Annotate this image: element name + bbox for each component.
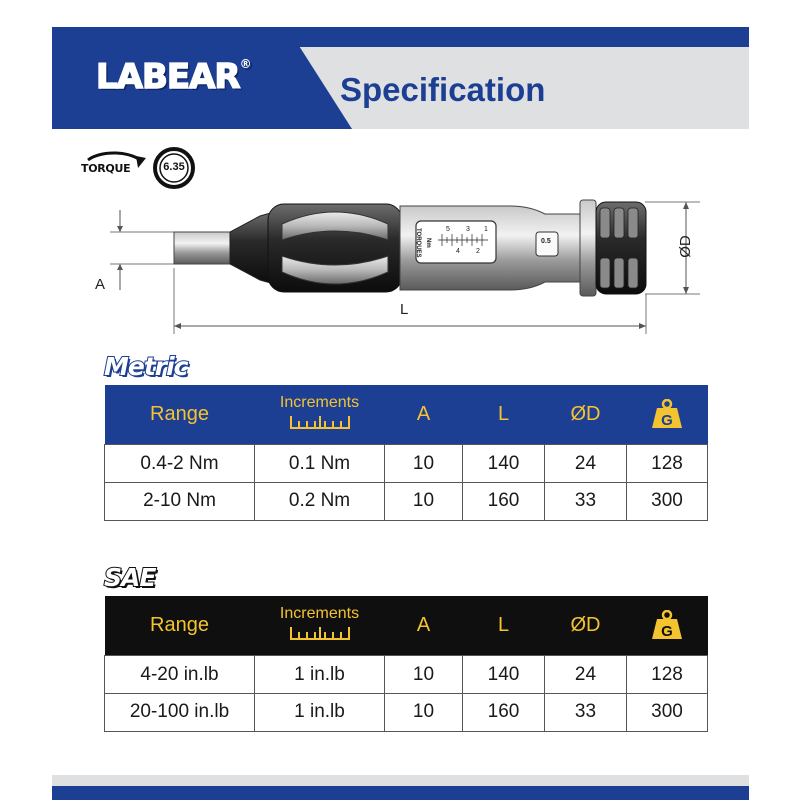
table-row — [105, 444, 708, 482]
sae-range-cell: 20-100 in.lb — [105, 693, 255, 731]
metric-spec-table — [104, 385, 708, 521]
dimension-a-label: A — [95, 276, 106, 293]
drive-size-label: 6.35 — [163, 161, 185, 173]
weight-icon — [651, 610, 683, 640]
metric-increments-cell: 0.1 Nm — [255, 444, 385, 482]
scale-unit: Nm — [425, 238, 431, 248]
sae-d-cell: 33 — [545, 693, 627, 731]
sae-l-cell: 140 — [463, 655, 545, 693]
brand-logo: LABEAR® — [96, 57, 251, 97]
sae-a-cell: 10 — [385, 655, 463, 693]
weight-icon — [651, 399, 683, 429]
metric-range-cell: 0.4-2 Nm — [105, 444, 255, 482]
sae-d-cell: 24 — [545, 655, 627, 693]
dimension-l-label: L — [400, 301, 409, 318]
scale-title: TORQUES — [415, 228, 421, 258]
metric-a-cell: 10 — [385, 444, 463, 482]
sae-header-l: L — [497, 613, 510, 636]
metric-header-increments — [255, 385, 385, 444]
sae-section-tag: SAE — [104, 563, 156, 592]
sae-header-d: ØD — [570, 613, 601, 636]
ruler-icon — [289, 415, 351, 429]
page-header — [52, 27, 749, 129]
dimension-d-label: ØD — [676, 235, 694, 258]
sae-l-cell: 160 — [463, 693, 545, 731]
torque-label: TORQUE — [81, 162, 131, 175]
table-row — [105, 655, 708, 693]
cap-label: 0.5 — [541, 238, 551, 245]
sae-header-row — [105, 596, 708, 655]
scale-number-2: 2 — [476, 248, 480, 255]
metric-header-d: ØD — [570, 402, 601, 425]
metric-header-l: L — [497, 402, 510, 425]
weight-letter: G — [661, 412, 673, 430]
scale-number-4: 4 — [456, 248, 460, 255]
metric-d-cell: 24 — [545, 444, 627, 482]
sae-weight-cell: 300 — [627, 693, 708, 731]
sae-weight-cell: 128 — [627, 655, 708, 693]
sae-header-increments — [255, 596, 385, 655]
footer-blue-band — [52, 786, 749, 800]
metric-weight-cell: 300 — [627, 482, 708, 520]
metric-a-cell: 10 — [385, 482, 463, 520]
metric-range-cell: 2-10 Nm — [105, 482, 255, 520]
sae-a-cell: 10 — [385, 693, 463, 731]
page-title: Specification — [340, 71, 546, 108]
sae-range-cell: 4-20 in.lb — [105, 655, 255, 693]
metric-l-cell: 160 — [463, 482, 545, 520]
sae-header-a: A — [416, 613, 431, 636]
sae-increments-cell: 1 in.lb — [255, 655, 385, 693]
metric-l-cell: 140 — [463, 444, 545, 482]
table-row — [105, 693, 708, 731]
scale-number-5: 5 — [446, 226, 450, 233]
metric-header-row — [105, 385, 708, 444]
sae-header-increments-label: Increments — [279, 605, 360, 623]
scale-number-3: 3 — [466, 226, 470, 233]
metric-increments-cell: 0.2 Nm — [255, 482, 385, 520]
sae-increments-cell: 1 in.lb — [255, 693, 385, 731]
table-row — [105, 482, 708, 520]
metric-header-increments-label: Increments — [279, 394, 360, 412]
ruler-icon — [289, 626, 351, 640]
sae-header-weight — [627, 596, 708, 655]
sae-header-range: Range — [150, 613, 209, 636]
weight-letter: G — [661, 623, 673, 641]
metric-header-range: Range — [150, 402, 209, 425]
metric-header-weight — [627, 385, 708, 444]
metric-section-tag: Metric — [104, 352, 188, 381]
metric-weight-cell: 128 — [627, 444, 708, 482]
metric-d-cell: 33 — [545, 482, 627, 520]
metric-header-a: A — [416, 402, 431, 425]
sae-spec-table — [104, 596, 708, 732]
scale-number-1: 1 — [484, 226, 488, 233]
